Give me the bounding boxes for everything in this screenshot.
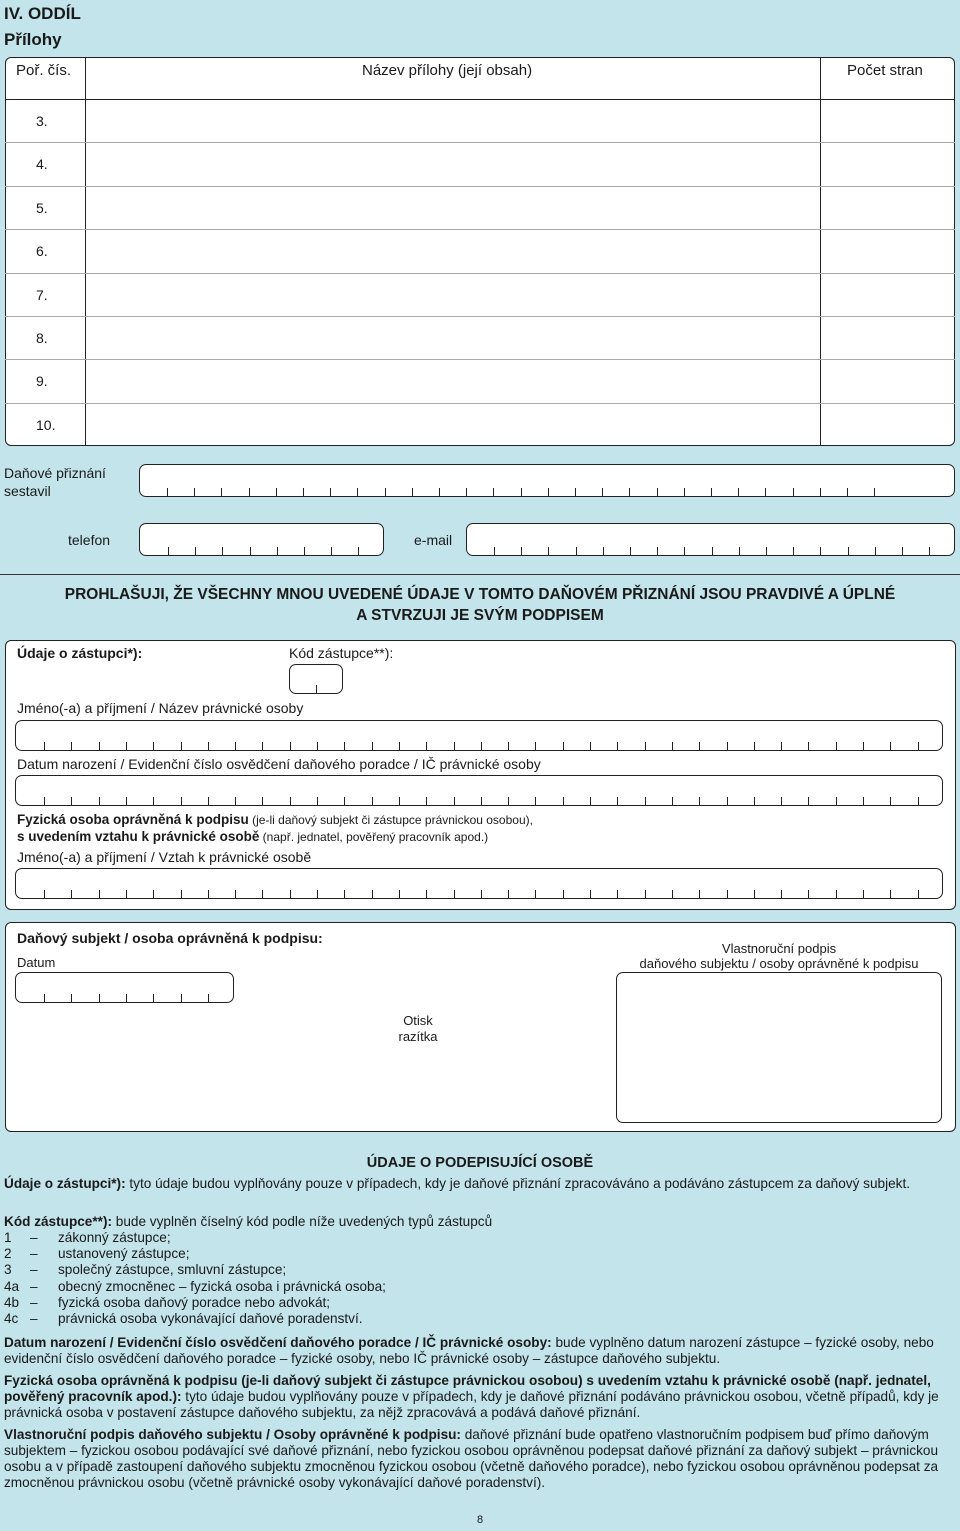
attachment-name-cell[interactable] [86,404,819,445]
code-description: společný zástupce, smluvní zástupce; [58,1262,287,1278]
note-code-text: bude vyplněn číselný kód podle níže uvedených typů zástupců [112,1214,493,1229]
authorized-name-field[interactable] [15,868,943,899]
note-dob-title: Datum narození / Evidenční číslo osvědčení daňového poradce / IČ právnické osoby: [4,1335,552,1350]
prepared-by-label-2: sestavil [4,483,51,499]
code-list-item [4,1295,956,1311]
authorized-person-bold-1: Fyzická osoba oprávněná k podpisu [17,812,249,827]
signature-label-2: daňového subjektu / osoby oprávněné k podpisu [639,956,919,971]
signature-label-1: Vlastnoruční podpis [721,941,837,956]
column-header-name: Název přílohy (její obsah) [362,62,533,79]
attachment-name-cell[interactable] [86,317,819,358]
attachment-name-cell[interactable] [86,187,819,228]
attachment-pages-cell[interactable] [821,143,954,184]
code-description: obecný zmocněnec – fyzická osoba i právnická osoba; [58,1278,386,1294]
email-label: e-mail [414,532,453,548]
note-signature [4,1427,956,1491]
note-code [4,1214,956,1230]
code-description: ustanovený zástupce; [58,1246,190,1262]
prepared-by-label: Daňové přiznání [4,465,106,481]
representative-code-field[interactable] [289,664,343,694]
declaration-line-1: PROHLAŠUJI, ŽE VŠECHNY MNOU UVEDENÉ ÚDAJE V TOMTO DAŇOVÉM PŘIZNÁNÍ JSOU PRAVDIVÉ A ÚPLNÉ [64,586,896,603]
section-title: IV. ODDÍL [4,4,81,23]
attachment-row-number: 9. [36,373,48,390]
page-number: 8 [476,1514,484,1526]
attachment-name-cell[interactable] [86,274,819,315]
attachment-row-number: 5. [36,199,48,216]
note-signature-text: daňové přiznání bude opatřeno vlastnoručním podpisem buď přímo daňovým subjektem – fyzickou osobou podávající své daňové přiznání, nebo fyzickou osobou oprávněnou podepsat daňové přiznání za daňový subjekt – právnickou osobu a v případě zastoupení daňového subjektu zmocněnou fyzickou osobou (včetně daňového poradce), nebo fyzickou osobou oprávněnou podepsat za zmocněnou právnickou osobu (včetně právnické osoby vykonávající daňové poradenství). [4,1427,939,1490]
section-subtitle: Přílohy [4,30,62,49]
code-dash: – [30,1311,38,1326]
date-field[interactable] [15,972,234,1003]
note-dob [4,1335,956,1367]
code-value: 3 [4,1262,12,1278]
attachment-name-cell[interactable] [86,143,819,184]
declaration-line-2: A STVRZUJI JE SVÝM PODPISEM [356,607,604,624]
code-list-item [4,1246,956,1262]
signature-title: Daňový subjekt / osoba oprávněná k podpisu: [17,930,323,946]
authorized-name-label: Jméno(-a) a příjmení / Vztah k právnické osobě [17,849,312,865]
attachment-row-number: 6. [36,243,48,260]
attachment-row-number: 10. [36,416,56,433]
note-authorized-title: Fyzická osoba oprávněná k podpisu (je-li daňový subjekt či zástupce právnickou osobou) s uvedením vztahu k právnické osobě (např. jednatel, pověřený pracovník apod.): [4,1373,931,1404]
attachment-name-cell[interactable] [86,100,819,141]
code-description: zákonný zástupce; [58,1230,171,1245]
code-dash: – [30,1246,38,1262]
date-label: Datum [17,955,56,970]
prepared-by-field[interactable] [139,464,955,497]
code-value: 1 [4,1230,12,1245]
authorized-person-note-1: (je-li daňový subjekt či zástupce právnickou osobou), [248,813,533,827]
attachment-row-number: 4. [36,156,48,173]
attachment-row-number: 7. [36,286,48,303]
code-value: 4b [4,1294,20,1310]
attachment-pages-cell[interactable] [821,404,954,445]
attachment-pages-cell[interactable] [821,230,954,271]
code-dash: – [30,1262,38,1278]
representative-dob-field[interactable] [15,775,943,806]
note-representative-title: Údaje o zástupci*): [4,1176,126,1191]
representative-name-label: Jméno(-a) a příjmení / Název právnické osoby [17,700,304,716]
code-description: fyzická osoba daňový poradce nebo advokát; [58,1294,331,1310]
attachment-pages-cell[interactable] [821,274,954,315]
note-dob-text: bude vyplněno datum narození zástupce – fyzické osoby, nebo evidenční číslo osvědčení daňového poradce – fyzické osoby, nebo IČ právnické osoby – zástupce daňového subjektu. [4,1335,934,1366]
representative-code-label: Kód zástupce**): [289,645,394,661]
note-signature-title: Vlastnoruční podpis daňového subjektu / Osoby oprávněné k podpisu: [4,1427,461,1442]
representative-name-field[interactable] [15,720,943,751]
attachment-pages-cell[interactable] [821,317,954,358]
code-dash: – [30,1278,38,1294]
code-description: právnická osoba vykonávající daňové poradenství. [58,1311,363,1326]
note-authorized [4,1373,956,1421]
attachment-pages-cell[interactable] [821,187,954,228]
attachment-name-cell[interactable] [86,230,819,271]
code-list-item [4,1262,956,1278]
code-dash: – [30,1230,38,1245]
column-header-number: Poř. čís. [16,62,72,79]
authorized-person-bold-2: s uvedením vztahu k právnické osobě [17,829,260,844]
attachment-name-cell[interactable] [86,360,819,401]
attachment-pages-cell[interactable] [821,100,954,141]
attachment-pages-cell[interactable] [821,360,954,401]
attachment-row-number: 8. [36,330,48,346]
separator-line [0,574,960,575]
code-list-item [4,1279,956,1295]
note-code-title: Kód zástupce**): [4,1214,113,1229]
note-representative-text: tyto údaje budou vyplňovány pouze v případech, kdy je daňové přiznání zpracováváno a podáváno zástupcem za daňový subjekt. [125,1176,911,1191]
phone-field[interactable] [139,523,384,556]
code-value: 4c [4,1311,19,1326]
code-value: 4a [4,1278,20,1294]
notes-heading: ÚDAJE O PODEPISUJÍCÍ OSOBĚ [366,1155,594,1171]
stamp-label-2: razítka [398,1029,438,1044]
code-list-item [4,1311,956,1327]
authorized-person-line-1 [17,812,533,827]
code-list-item [4,1230,956,1246]
note-authorized-text: tyto údaje budou vyplňovány pouze v případech, kdy je daňové přiznání podáváno právnickou osobou, včetně případů, kdy je právnická osoba v postavení zástupce daňového subjektu, za nějž zpracovává a podává daňové přiznání. [4,1389,939,1420]
code-dash: – [30,1294,38,1310]
authorized-person-line-2 [17,829,488,844]
column-header-pages: Počet stran [847,62,923,79]
note-representative [4,1176,956,1192]
signature-box[interactable] [616,972,942,1123]
representative-dob-label: Datum narození / Evidenční číslo osvědčení daňového poradce / IČ právnické osoby [17,756,541,772]
attachment-row-number: 3. [36,113,48,129]
stamp-label-1: Otisk [403,1013,433,1028]
phone-label: telefon [68,532,111,548]
code-value: 2 [4,1246,12,1262]
authorized-person-note-2: (např. jednatel, pověřený pracovník apod.) [259,830,489,844]
email-field[interactable] [466,523,955,556]
representative-title: Údaje o zástupci*): [17,645,143,661]
